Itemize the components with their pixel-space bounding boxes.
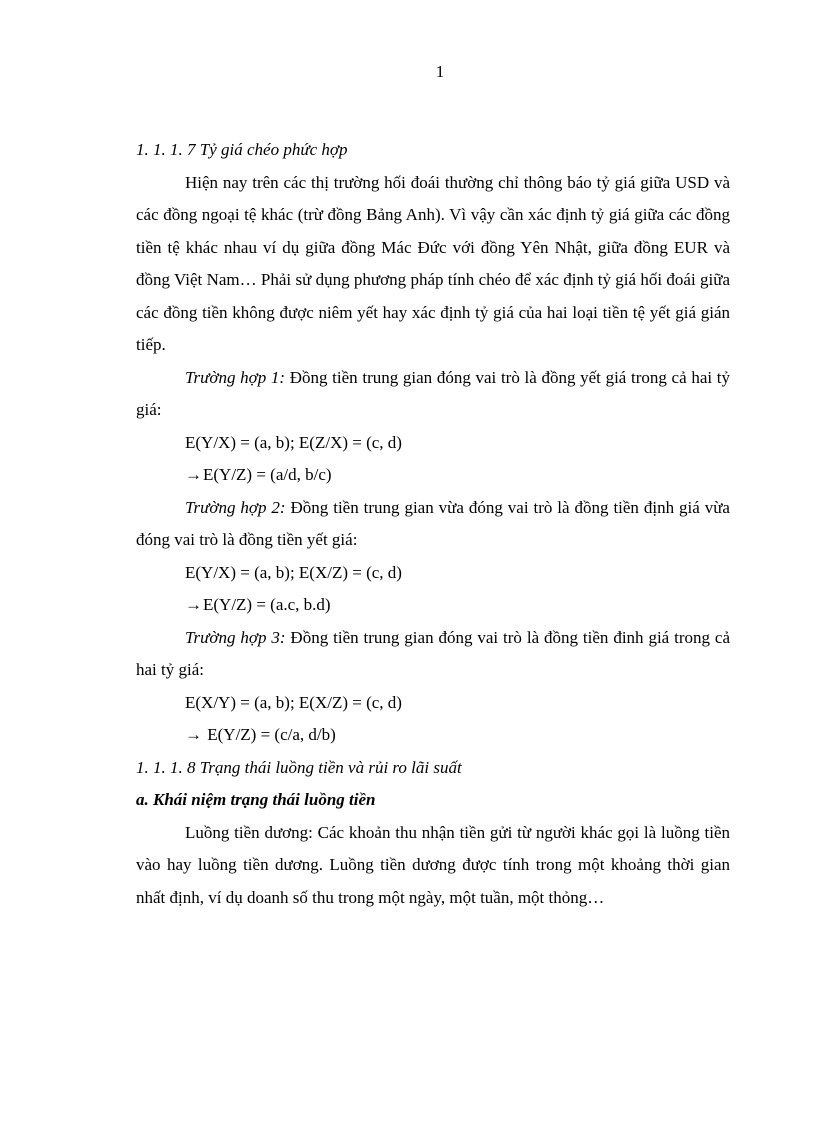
case-2-label: Trường hợp 2:: [185, 497, 286, 517]
case-3-result-formula: [136, 719, 730, 752]
case-1-paragraph: [136, 362, 730, 427]
case-2-text: Đồng tiền trung gian vừa đóng vai trò là đồng tiền định giá vừa đóng vai trò là đồng tiền yết giá:: [136, 497, 730, 549]
case-2-paragraph: [136, 492, 730, 557]
right-arrow-icon: →: [185, 595, 202, 614]
case-1-result-formula: [136, 459, 730, 492]
case-2-result-formula: [136, 589, 730, 622]
case-3-label: Trường hợp 3:: [185, 627, 286, 647]
subheading-cash-flow-concept: a. Khái niệm trạng thái luồng tiền: [136, 790, 376, 809]
intro-paragraph: Hiện nay trên các thị trường hối đoái thường chỉ thông báo tỷ giá giữa USD và các đồng ngoại tệ khác (trừ đồng Bảng Anh). Vì vậy cần xác định tỷ giá giữa các đồng tiền tệ khác nhau ví dụ giữa đồng Mác Đức với đồng Yên Nhật, giữa đồng EUR và đồng Việt Nam… Phải sử dụng phương pháp tính chéo để xác định tỷ giá hối đoái giữa các đồng tiền không được niêm yết hay xác định tỷ giá của hai loại tiền tệ yết giá gián tiếp.: [136, 172, 730, 354]
page-number: 1: [435, 62, 445, 81]
section-heading-1-1-1-8: 1. 1. 1. 8 Trạng thái luồng tiền và rủi ro lãi suất: [136, 757, 462, 777]
case-1-text: Đồng tiền trung gian đóng vai trò là đồng yết giá trong cả hai tỷ giá:: [136, 367, 730, 419]
case-3-text: Đồng tiền trung gian đóng vai trò là đồng tiền đinh giá trong cả hai tỷ giá:: [136, 627, 730, 679]
case-3-given-formula: E(X/Y) = (a, b); E(X/Z) = (c, d): [185, 692, 402, 712]
document-body: [136, 134, 730, 914]
case-2-given-formula: E(Y/X) = (a, b); E(X/Z) = (c, d): [185, 562, 402, 582]
case-3-result: E(Y/Z) = (c/a, d/b): [203, 725, 336, 744]
positive-cash-flow-paragraph: Luồng tiền dương: Các khoản thu nhận tiền gửi từ người khác gọi là luồng tiền vào hay luồng tiền dương. Luồng tiền dương được tính trong một khoảng thời gian nhất định, ví dụ doanh số thu trong một ngày, một tuần, một thỏng…: [136, 822, 730, 907]
case-1-label: Trường hợp 1:: [185, 367, 286, 387]
right-arrow-icon: →: [185, 465, 202, 484]
section-heading-1-1-1-7: 1. 1. 1. 7 Tỷ giá chéo phức hợp: [136, 140, 348, 159]
case-3-paragraph: [136, 622, 730, 687]
case-2-result: E(Y/Z) = (a.c, b.d): [203, 595, 331, 614]
case-1-result: E(Y/Z) = (a/d, b/c): [203, 465, 332, 484]
case-1-given-formula: E(Y/X) = (a, b); E(Z/X) = (c, d): [185, 432, 402, 452]
right-arrow-icon: →: [185, 725, 202, 744]
